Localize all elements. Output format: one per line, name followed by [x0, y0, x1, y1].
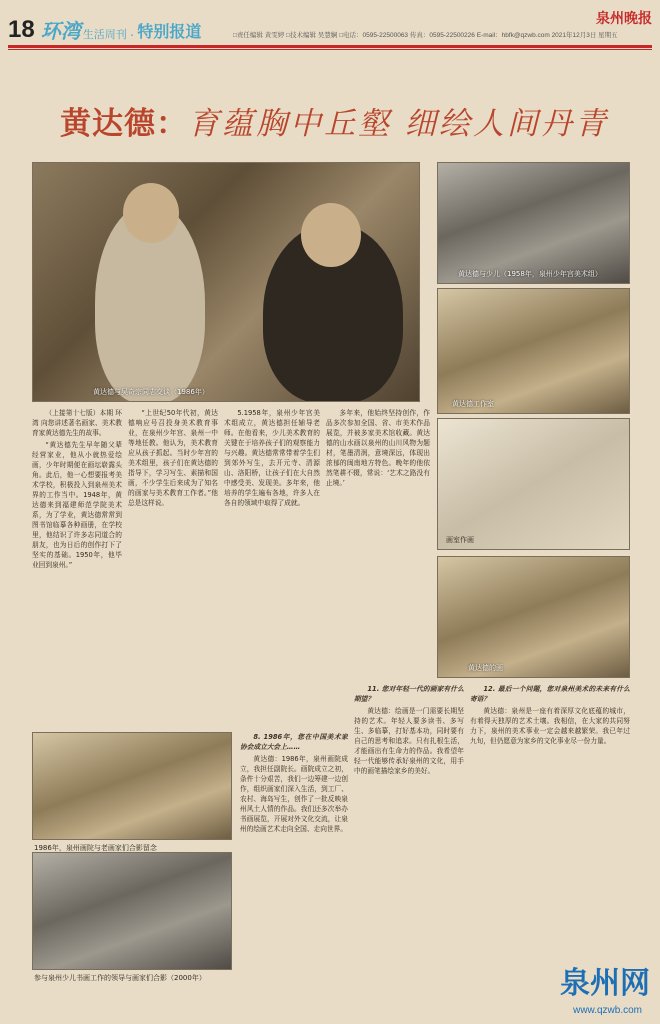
text-column-5 [240, 732, 348, 1012]
header-rule-thin [8, 49, 652, 50]
photo-caption-2000: 参与泉州少儿书画工作的领导与画家们合影（2000年） [34, 974, 206, 982]
brand-subtitle: 生活周刊 [82, 29, 127, 41]
page-header [8, 8, 652, 42]
paper-logo: 泉州晚报 [596, 11, 652, 27]
text-column-3 [224, 408, 320, 724]
article-title [60, 98, 620, 143]
photo-caption-1986: 1986年，泉州画院与老画家们合影留念 [34, 844, 157, 852]
photo-group-2000 [32, 852, 232, 970]
title-sub: 育蕴胸中丘壑 细绘人间丹青 [188, 106, 609, 142]
brand-name: 环湾 [40, 19, 81, 43]
photo-caption: 黄达德与少儿（1958年，泉州少年宫美术组） [458, 270, 602, 278]
question-heading: 12. 最后一个问题，您对泉州美术的未来有什么寄语？ [470, 685, 630, 703]
photo-artworks [437, 556, 630, 678]
photo-conversation [32, 162, 420, 402]
face-right [301, 203, 361, 267]
photo-painting-desk [437, 418, 630, 550]
photo-studio [437, 288, 630, 414]
column-intro: （上接第十七版）本期 环湾 向您讲述著名画家、美术教育家黄达德先生的故事。 [32, 409, 122, 437]
footer-logo: 泉州网 [560, 967, 650, 1000]
column-text: 黄达德：绘画是一门需要长期坚持的艺术。年轻人要多读书、多写生、多临摹，打好基本功，同时要有自己的思考和追求。只有扎根生活，才能画出有生命力的作品。我希望年轻一代能够传承好泉州的文化，用手中的画笔描绘家乡的美好。 [354, 707, 464, 775]
photo-group-1986 [32, 732, 232, 840]
photo-caption: 画室作画 [446, 536, 474, 544]
photo-caption: 黄达德工作室 [452, 400, 494, 408]
column-text: 5.1958年，泉州少年宫美术组成立，黄达德担任辅导老师。在他看来，少儿美术教育的关键在于培养孩子们的观察能力与兴趣。黄达德常常带着学生们到郊外写生，去开元寺、清源山、洛阳桥，让孩子们在大自然中感受美、发现美。多年来，他培养的学生遍布各地，许多人在各自的领域中取得了成就。 [224, 409, 320, 507]
column-text: 黄达德：泉州是一座有着深厚文化底蕴的城市，有着得天独厚的艺术土壤。我相信，在大家的共同努力下，泉州的美术事业一定会越来越繁荣。我已年过九旬，但仍愿意为家乡的文化事业尽一份力量。 [470, 707, 630, 745]
photo-caption: 黄达德与吴奇宗同志交谈（1986年） [93, 388, 209, 396]
question-heading: 11. 您对年轻一代的画家有什么期望？ [354, 685, 464, 703]
title-main: 黄达德： [60, 106, 188, 142]
face-left [123, 183, 179, 243]
text-column-4 [326, 408, 430, 724]
section-name: 特别报道 [137, 24, 202, 41]
text-column-6 [354, 684, 464, 1012]
column-text: “上世纪50年代初，黄达德响应号召投身美术教育事业，在泉州少年宫、泉州一中等地任教。他认为，美术教育应从孩子抓起。当时少年宫的美术组里，孩子们在黄达德的指导下，学习写生、素描和国画，不少学生后来成为了知名的画家与美术教育工作者。”他总是这样说。 [128, 409, 218, 507]
header-meta: □责任编辑 黄雯婷 □技术编辑 吴慧娴 □电话：0595-22500063 传真：0595-22500226 E-mail：hbfk@qzwb.com 2021年12月3日 星期五 [233, 32, 618, 39]
text-column-1 [32, 408, 122, 724]
column-text: 多年来，他始终坚持创作，作品多次参加全国、省、市美术作品展览，并被多家美术馆收藏。黄达德的山水画以泉州的山川风物为题材，笔墨清润，意境深远，体现出浓郁的闽南地方特色。晚年的他依然笔耕不辍，常说：‘艺术之路没有止境。’ [326, 409, 430, 487]
page-number: 18 [8, 16, 35, 43]
column-text: “黄达德先生早年随父辈经营家业，他从小就热爱绘画，少年时期便在画坛崭露头角。此后，他一心想要报考美术学校，积极投入到泉州美术界的工作当中。1948年，黄达德来到福建师范学院美术系，为了学业，黄达德常常到图书馆临摹各种画册，在学校里，他结识了许多志同道合的朋友，也为日后的创作打下了坚实的基础。1950年，他毕业回到泉州。” [32, 441, 122, 569]
text-column-2 [128, 408, 218, 724]
photo-children-group [437, 162, 630, 284]
photo-caption: 黄达德的画 [468, 664, 503, 672]
footer-url: www.qzwb.com [573, 1005, 642, 1016]
header-rule [8, 45, 652, 48]
separator: · [129, 26, 135, 42]
question-heading: 8. 1986年，您在中国美术家协会成立大会上…… [240, 733, 348, 751]
column-text: 黄达德：1986年，泉州画院成立，我担任副院长。画院成立之初，条件十分艰苦，我们一边筹建一边创作，组织画家们深入生活，到工厂、农村、海岛写生，创作了一批反映泉州风土人情的作品。我们还多次举办书画展览，开展对外文化交流，让泉州的绘画艺术走向全国、走向世界。 [240, 755, 348, 833]
text-column-7 [470, 684, 630, 964]
